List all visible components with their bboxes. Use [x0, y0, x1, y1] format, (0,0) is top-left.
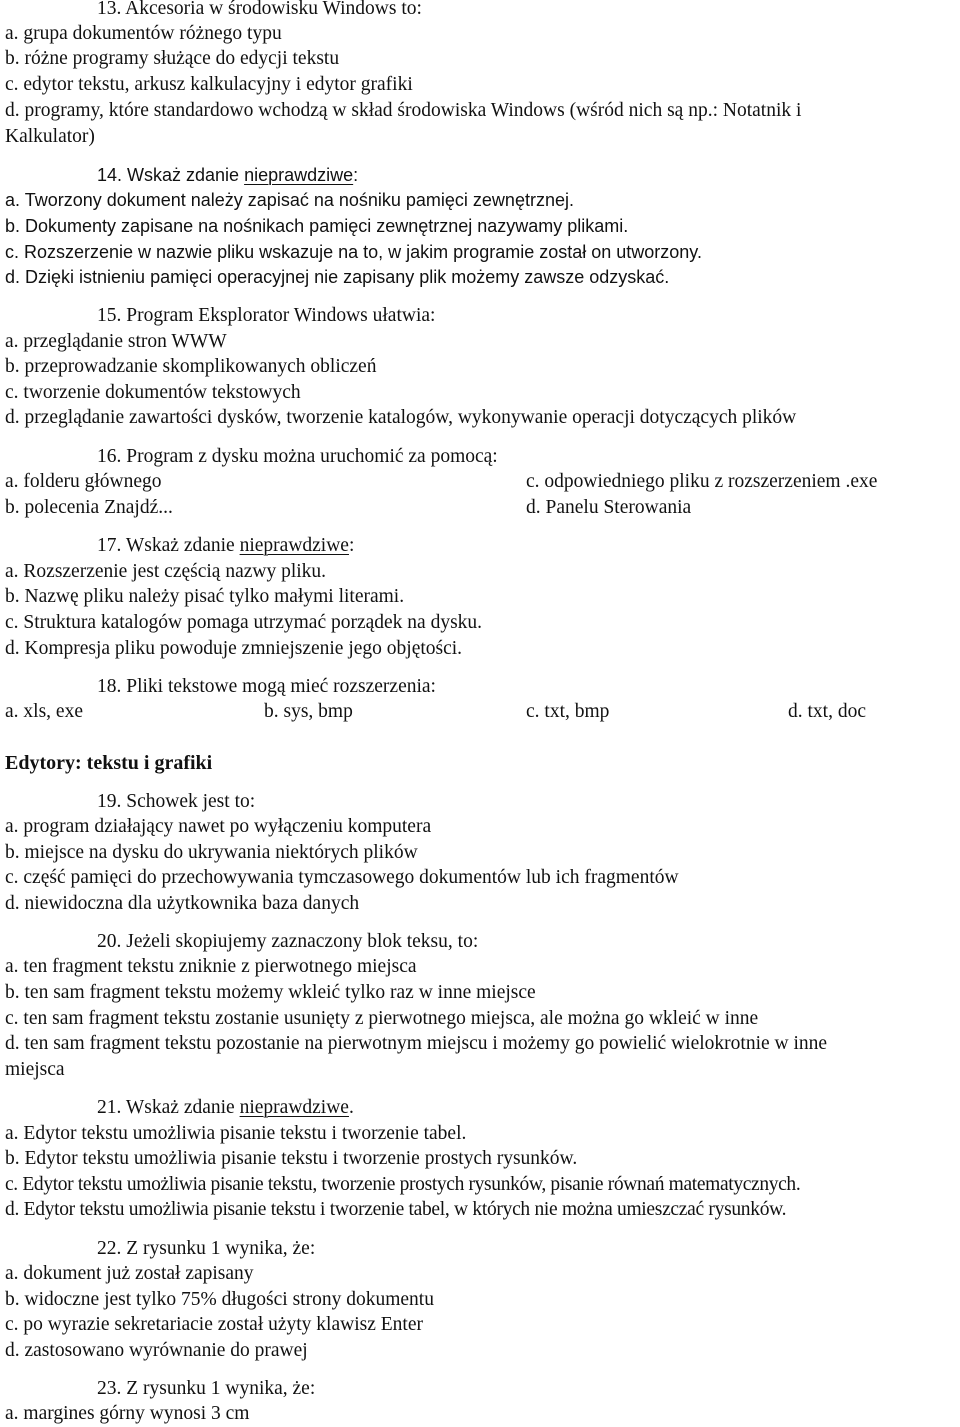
q20-option-c: c. ten sam fragment tekstu zostanie usunięty z pierwotnego miejsca, ale można go wkleić w inne [5, 1008, 759, 1029]
q13-option-d: d. programy, które standardowo wchodzą w skład środowiska Windows (wśród nich są np.: Notatnik i [5, 100, 802, 121]
q17-title: 17. Wskaż zdanie nieprawdziwe: [97, 535, 355, 556]
q21-title: 21. Wskaż zdanie nieprawdziwe. [97, 1097, 354, 1118]
q15-option-a: a. przeglądanie stron WWW [5, 331, 227, 352]
q23-option-a: a. margines górny wynosi 3 cm [5, 1403, 250, 1424]
q18-option-a: a. xls, exe [5, 701, 83, 722]
q17-underlined-word: nieprawdziwe [239, 535, 349, 556]
q16-option-b: b. polecenia Znajdź... [5, 497, 173, 518]
q17-option-a: a. Rozszerzenie jest częścią nazwy pliku. [5, 561, 327, 582]
q16-title: 16. Program z dysku można uruchomić za pomocą: [97, 446, 498, 467]
q21-option-d: d. Edytor tekstu umożliwia pisanie tekstu i tworzenie tabel, w których nie można umieszczać rysunków. [5, 1199, 787, 1220]
q22-option-b: b. widoczne jest tylko 75% długości strony dokumentu [5, 1289, 434, 1310]
q13-option-b: b. różne programy służące do edycji tekstu [5, 48, 340, 69]
q16-option-a: a. folderu głównego [5, 471, 162, 492]
q14-option-a: a. Tworzony dokument należy zapisać na nośniku pamięci zewnętrznej. [5, 190, 574, 210]
q20-option-b: b. ten sam fragment tekstu możemy wkleić tylko raz w inne miejsce [5, 982, 536, 1003]
q14-underlined-word: nieprawdziwe [244, 165, 354, 185]
q20-title: 20. Jeżeli skopiujemy zaznaczony blok teksu, to: [97, 931, 479, 952]
q15-title: 15. Program Eksplorator Windows ułatwia: [97, 305, 436, 326]
q22-title: 22. Z rysunku 1 wynika, że: [97, 1238, 316, 1259]
section-heading: Edytory: tekstu i grafiki [5, 752, 213, 774]
q14-option-c: c. Rozszerzenie w nazwie pliku wskazuje na to, w jakim programie został on utworzony. [5, 242, 702, 262]
q19-option-d: d. niewidoczna dla użytkownika baza danych [5, 893, 360, 914]
q17-option-d: d. Kompresja pliku powoduje zmniejszenie jego objętości. [5, 638, 463, 659]
q18-title: 18. Pliki tekstowe mogą mieć rozszerzenia: [97, 676, 436, 697]
q15-option-c: c. tworzenie dokumentów tekstowych [5, 382, 301, 403]
q17-option-b: b. Nazwę pliku należy pisać tylko małymi literami. [5, 586, 405, 607]
q16-option-c: c. odpowiedniego pliku z rozszerzeniem .exe [526, 471, 878, 492]
q15-option-b: b. przeprowadzanie skomplikowanych obliczeń [5, 356, 377, 377]
q23-title: 23. Z rysunku 1 wynika, że: [97, 1378, 316, 1399]
q13-title: 13. Akcesoria w środowisku Windows to: [97, 0, 422, 19]
q21-option-c: c. Edytor tekstu umożliwia pisanie tekstu, tworzenie prostych rysunków, pisanie równań matematycznych. [5, 1174, 801, 1195]
q19-title: 19. Schowek jest to: [97, 791, 256, 812]
q13-option-a: a. grupa dokumentów różnego typu [5, 23, 282, 44]
q18-option-b: b. sys, bmp [264, 701, 353, 722]
q15-option-d: d. przeglądanie zawartości dysków, tworzenie katalogów, wykonywanie operacji dotyczących plików [5, 407, 797, 428]
q21-underlined-word: nieprawdziwe [239, 1097, 349, 1118]
q17-option-c: c. Struktura katalogów pomaga utrzymać porządek na dysku. [5, 612, 483, 633]
q22-option-c: c. po wyrazie sekretariacie został użyty klawisz Enter [5, 1314, 423, 1335]
q18-option-c: c. txt, bmp [526, 701, 610, 722]
q16-option-d: d. Panelu Sterowania [526, 497, 692, 518]
q22-option-d: d. zastosowano wyrównanie do prawej [5, 1340, 308, 1361]
q20-option-d-continued: miejsca [5, 1059, 65, 1080]
q18-option-d: d. txt, doc [788, 701, 866, 722]
q20-option-d: d. ten sam fragment tekstu pozostanie na pierwotnym miejscu i możemy go powielić wielokrotnie w inne [5, 1033, 828, 1054]
q19-option-c: c. część pamięci do przechowywania tymczasowego dokumentów lub ich fragmentów [5, 867, 679, 888]
q14-title: 14. Wskaż zdanie nieprawdziwe: [97, 165, 359, 185]
q21-option-a: a. Edytor tekstu umożliwia pisanie tekstu i tworzenie tabel. [5, 1123, 467, 1144]
q19-option-a: a. program działający nawet po wyłączeniu komputera [5, 816, 432, 837]
q20-option-a: a. ten fragment tekstu zniknie z pierwotnego miejsca [5, 956, 417, 977]
q21-option-b: b. Edytor tekstu umożliwia pisanie tekstu i tworzenie prostych rysunków. [5, 1148, 578, 1169]
q14-option-b: b. Dokumenty zapisane na nośnikach pamięci zewnętrznej nazywamy plikami. [5, 216, 629, 236]
q22-option-a: a. dokument już został zapisany [5, 1263, 254, 1284]
q13-option-d-continued: Kalkulator) [5, 126, 95, 147]
q14-option-d: d. Dzięki istnieniu pamięci operacyjnej nie zapisany plik możemy zawsze odzyskać. [5, 267, 670, 287]
q19-option-b: b. miejsce na dysku do ukrywania niektórych plików [5, 842, 418, 863]
q13-option-c: c. edytor tekstu, arkusz kalkulacyjny i edytor grafiki [5, 74, 413, 95]
